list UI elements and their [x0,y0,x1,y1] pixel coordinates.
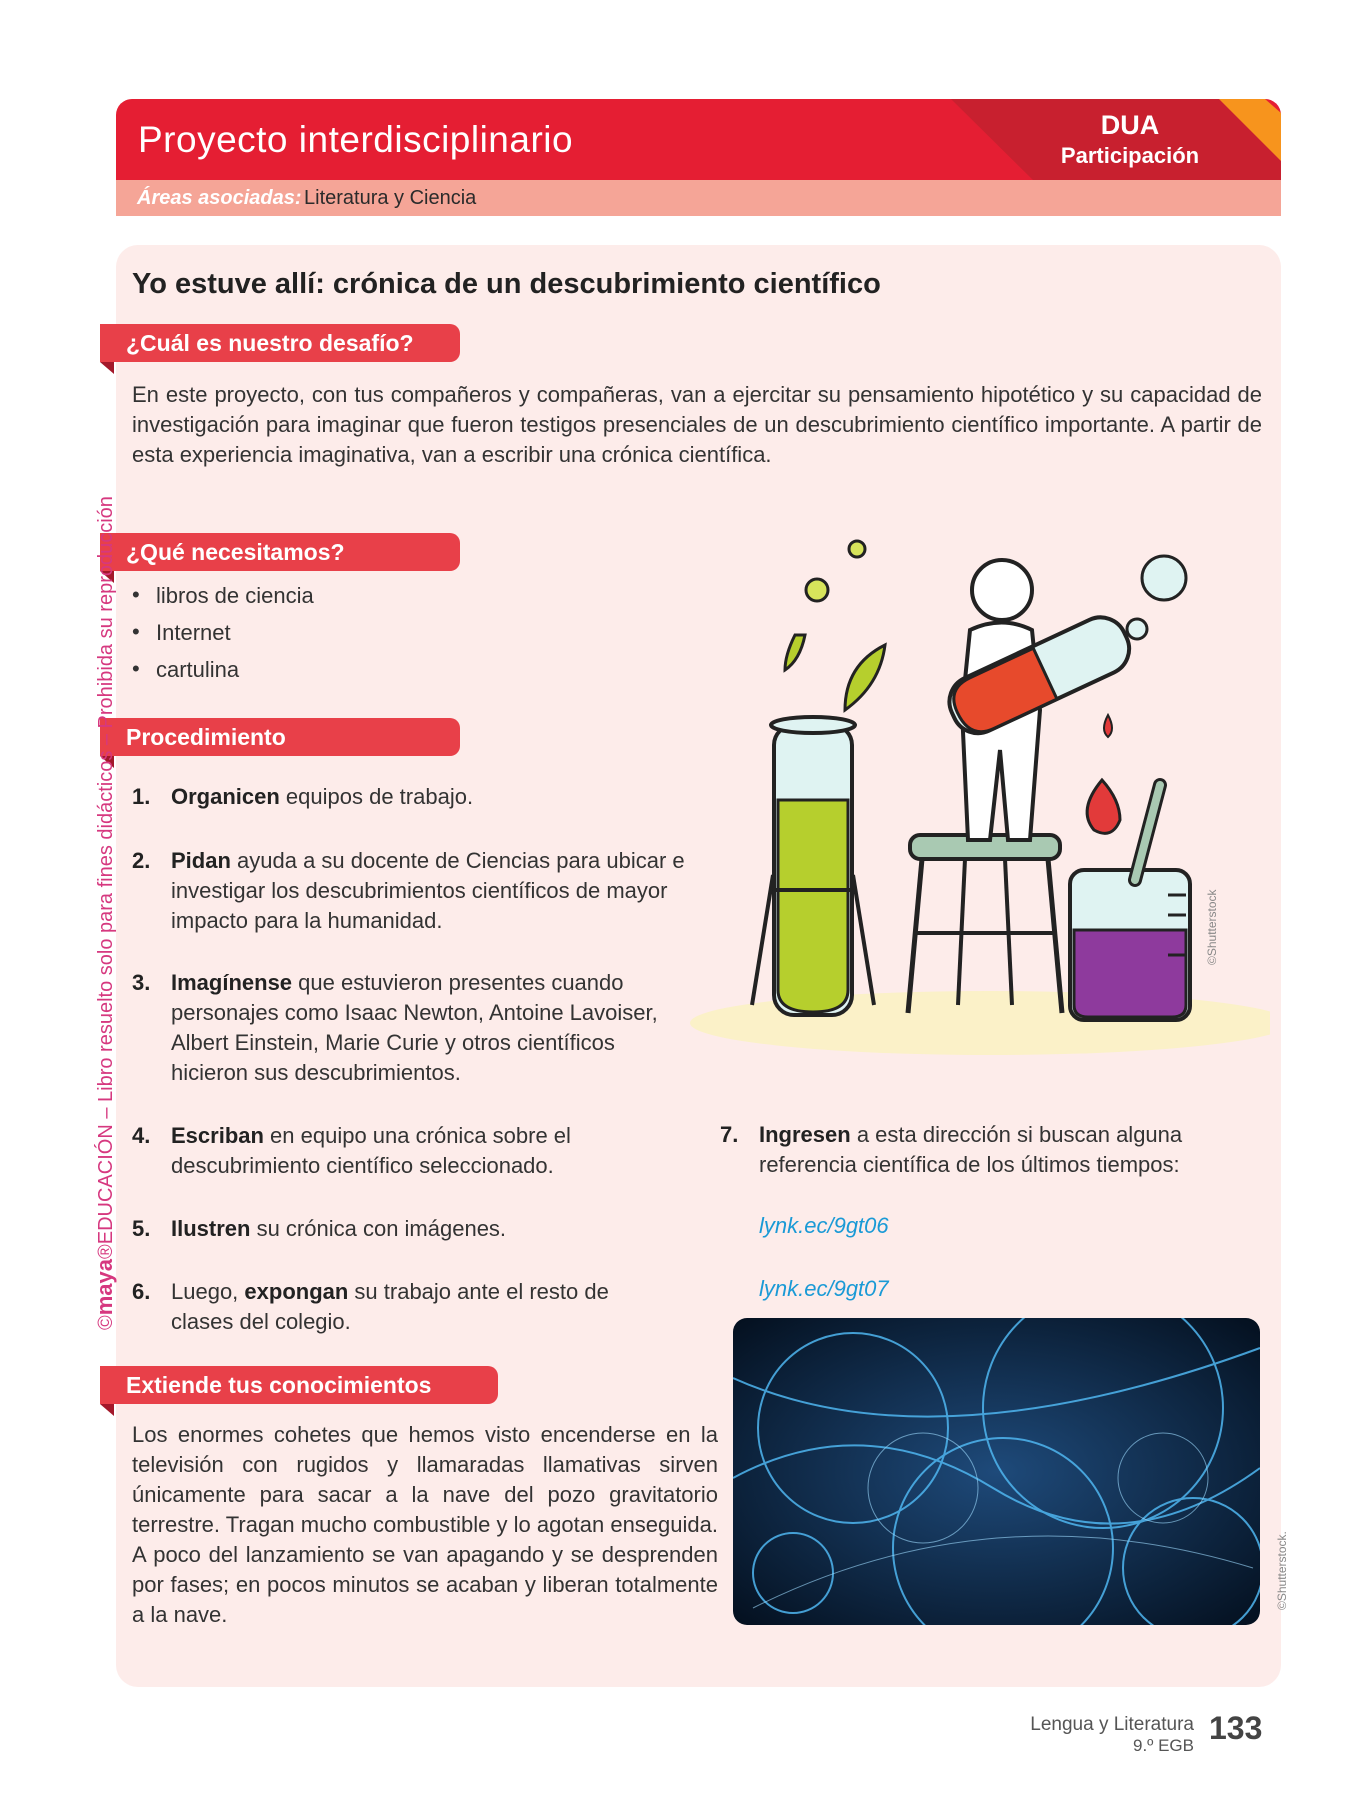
step-number: 6. [132,1279,151,1304]
copyright-text: ®EDUCACIÓN – Libro resuelto solo para fines didácticos – Prohibida su reproducción [95,496,117,1259]
extend-text: Los enormes cohetes que hemos visto encenderse en la televisión con rugidos y llamaradas llamativas sirven únicamente para sacar a la nave del pozo gravitatorio terrestre. Tragan mucho combustible y lo agotan enseguida. A poco del lanzamiento se van apagando y se desprenden por fases; en pocos minutos se acaban y liberan totalmente a la nave. [132,1422,718,1627]
areas-bar [116,180,1281,216]
step-number: 4. [132,1123,151,1148]
step-text: que estuvieron presentes cuando personajes como Isaac Newton, Antoine Lavoiser, Albert Einstein, Marie Curie y otros científicos hicieron sus descubrimientos. [171,970,658,1085]
step-text: su trabajo ante el resto de clases del colegio. [171,1279,609,1334]
dua-label: DUA [1100,110,1160,140]
page-number: 133 [1209,1710,1263,1746]
list-item: • cartulina [128,657,314,694]
copyright-notice [92,496,118,1330]
step-text: ayuda a su docente de Ciencias para ubicar e investigar los descubrimientos científicos de mayor impacto para la humanidad. [171,848,685,933]
extend-heading: Extiende tus conocimientos [100,1366,498,1404]
step-verb: Pidan [171,848,231,873]
procedure-step [132,1214,692,1244]
step-verb: Escriban [171,1123,264,1148]
header-title: Proyecto interdisciplinario [138,119,574,160]
procedure-step [132,968,692,1088]
tab-fold-decoration [100,362,114,374]
step-verb: Organicen [171,784,280,809]
reference-link-1[interactable]: lynk.ec/9gt06 [759,1213,889,1238]
step-text: Luego, [171,1279,245,1304]
procedure-step [132,782,692,812]
step-number: 2. [132,848,151,873]
step-verb: expongan [244,1279,349,1304]
footer-grade: 9.º EGB [1132,1736,1194,1755]
step-number: 5. [132,1216,151,1241]
copyright-symbol: © [95,1315,117,1330]
science-formulas-image [733,1318,1260,1625]
step-text: su crónica con imágenes. [250,1216,507,1241]
photo-credit: ©Shutterstock [1205,889,1219,965]
procedure-step [132,846,692,936]
brand-logo-text: maya [92,1258,117,1316]
step-text: equipos de trabajo. [279,784,474,809]
page-title: Yo estuve allí: crónica de un descubrimiento científico [132,268,881,300]
reference-link-2[interactable]: lynk.ec/9gt07 [759,1276,889,1301]
lab-illustration [690,535,1270,1055]
step-text: a esta dirección si buscan alguna referencia científica de los últimos tiempos: [759,1122,1183,1177]
challenge-text: En este proyecto, con tus compañeros y compañeras, van a ejercitar su pensamiento hipotético y su capacidad de investigación para imaginar que fueron testigos presenciales de un descubrimiento científico importante. A partir de esta experiencia imaginativa, van a escribir una crónica científica. [132,382,1262,467]
dua-subtitle: Participación [1060,143,1200,168]
photo-credit: ©Shutterstock. [1275,1531,1289,1610]
step-number: 1. [132,784,151,809]
footer-subject: Lengua y Literatura [1030,1714,1194,1735]
step-verb: Ilustren [171,1216,251,1241]
step-text: en equipo una crónica sobre el descubrimiento científico seleccionado. [171,1123,571,1178]
step-verb: Ingresen [759,1122,851,1147]
challenge-heading: ¿Cuál es nuestro desafío? [100,324,460,362]
procedure-heading: Procedimiento [100,718,460,756]
areas-value: Literatura y Ciencia [304,187,477,209]
list-item: • Internet [128,620,314,657]
needs-heading: ¿Qué necesitamos? [100,533,460,571]
tab-fold-decoration [100,1404,114,1416]
step-number: 7. [720,1122,739,1147]
procedure-step [132,1277,692,1337]
step-number: 3. [132,970,151,995]
procedure-step [720,1120,1260,1180]
procedure-step [132,1121,692,1181]
list-item: • libros de ciencia [128,583,314,620]
step-verb: Imagínense [171,970,293,995]
needs-list [128,583,314,694]
areas-label: Áreas asociadas: [137,187,302,209]
